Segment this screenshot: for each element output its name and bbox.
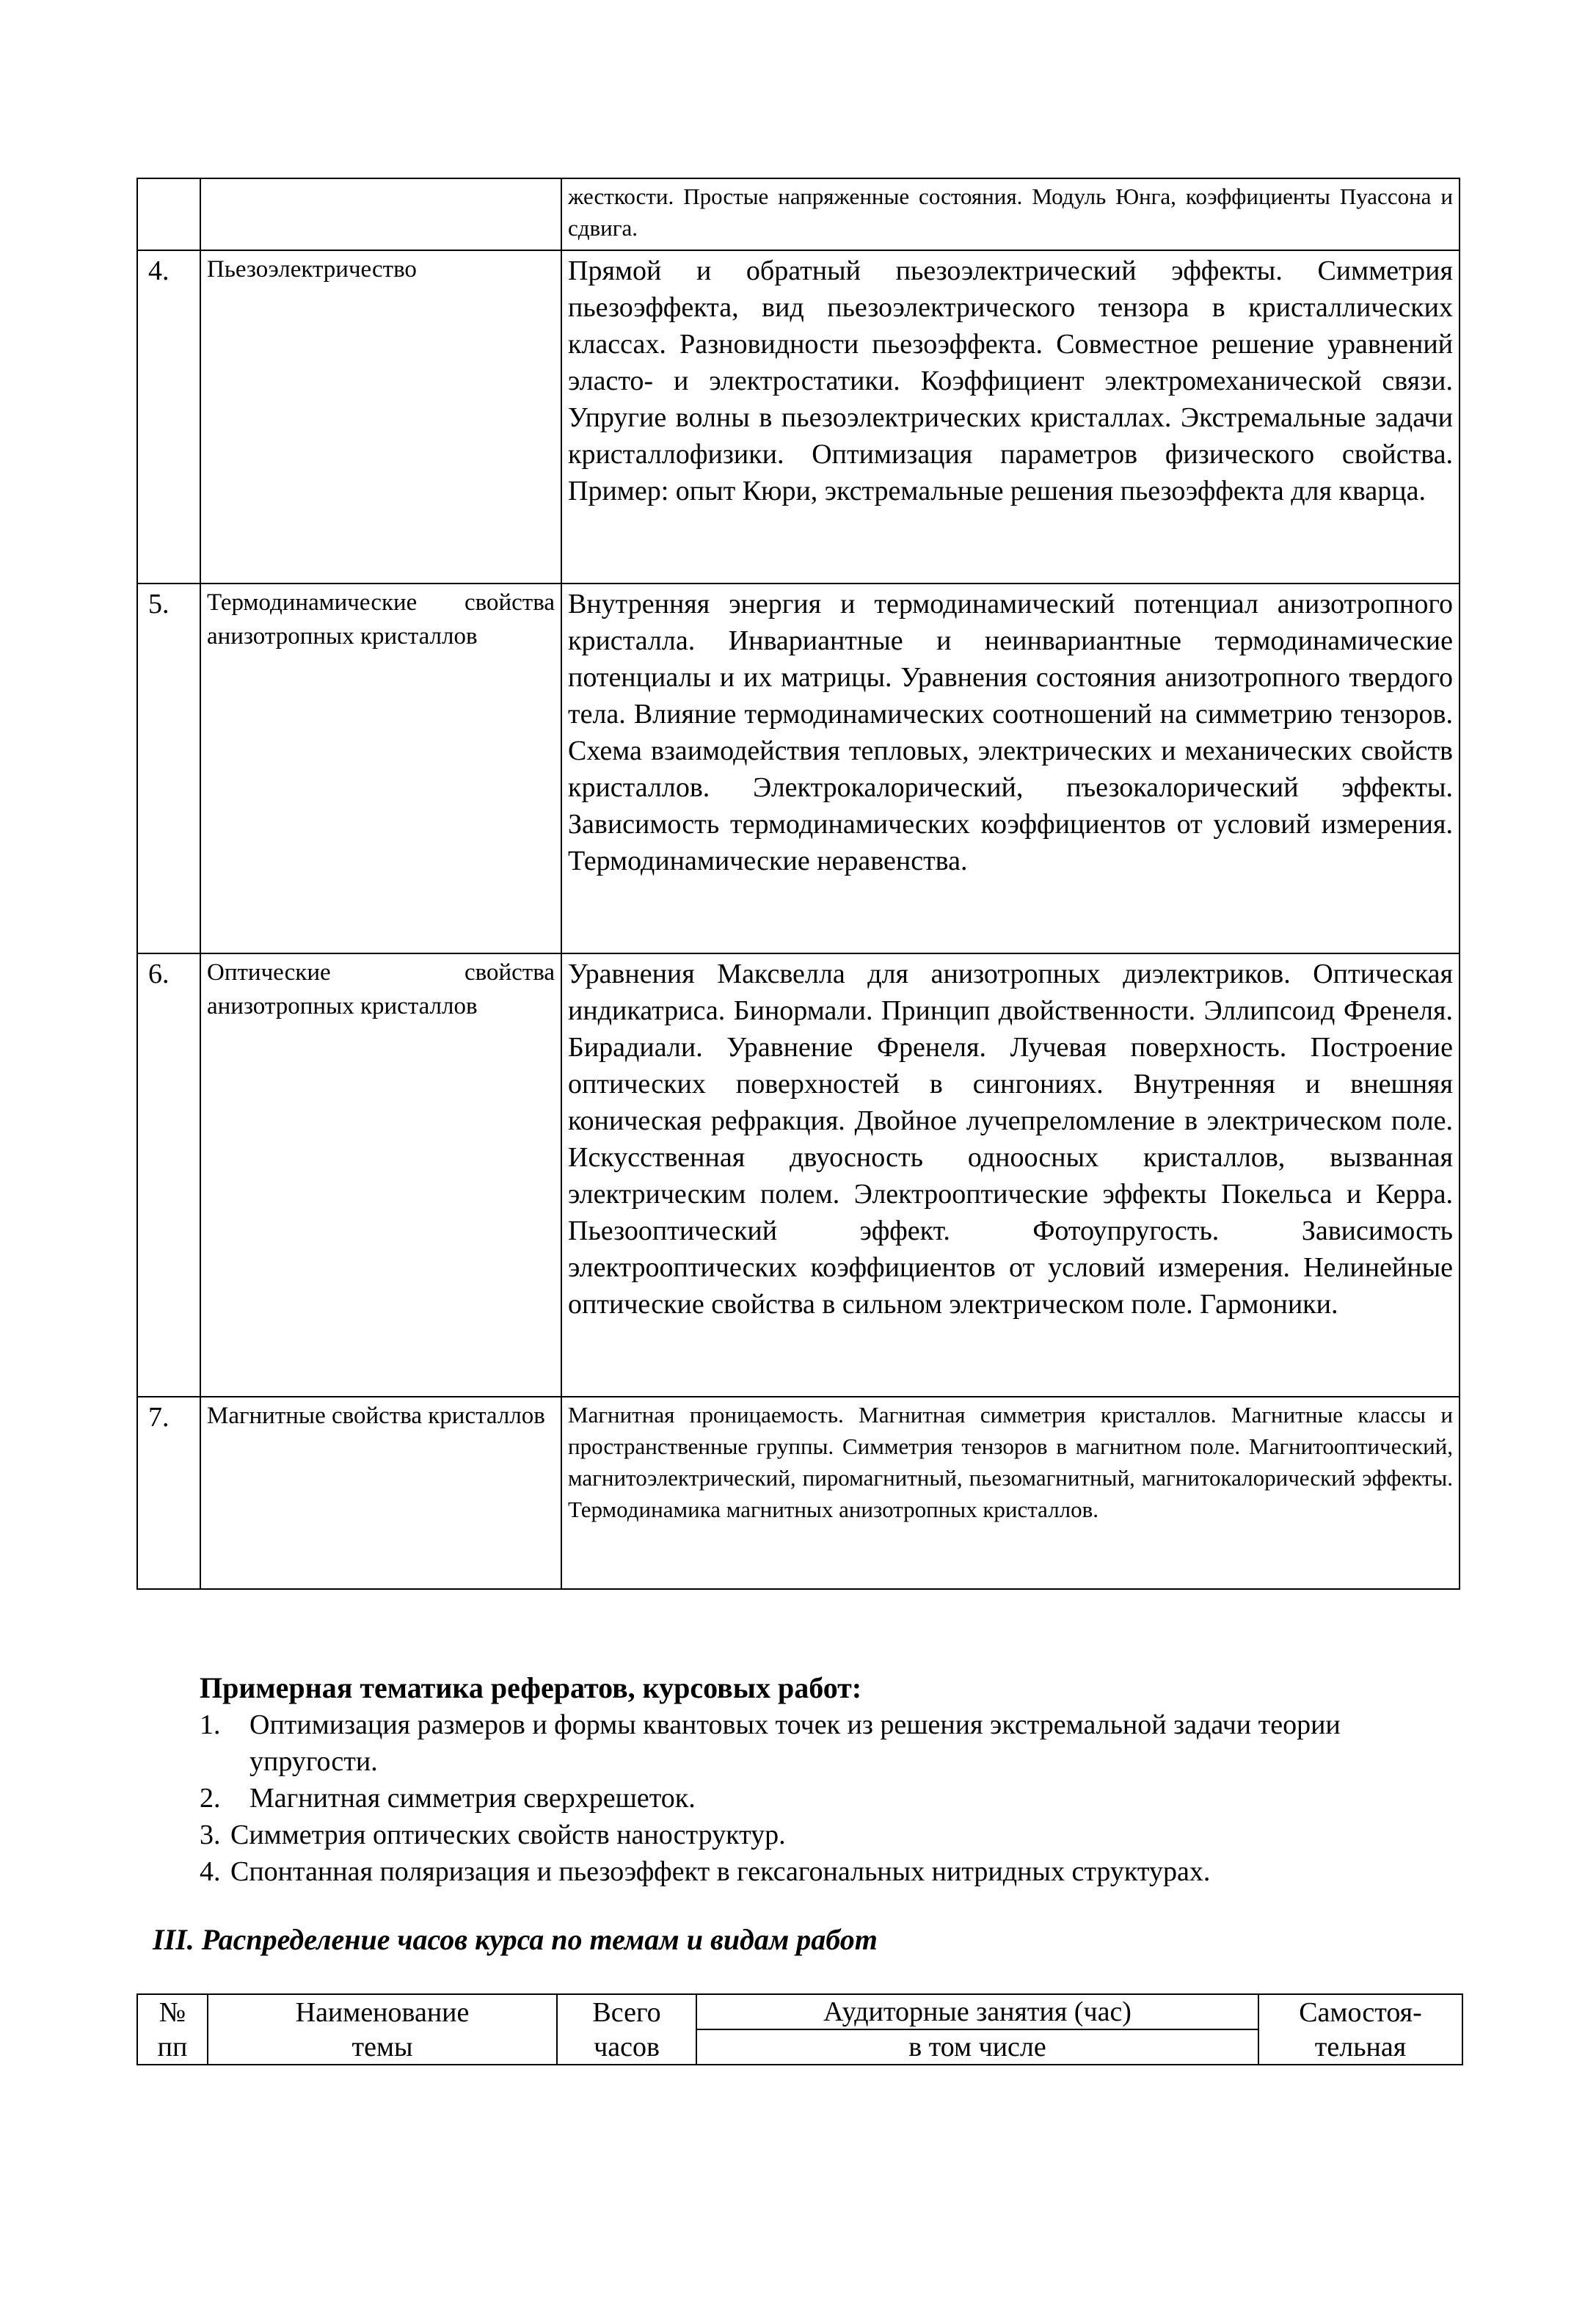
topic-name: Термодинамические свойства анизотропных кристаллов (200, 584, 561, 953)
table-row (137, 250, 1460, 584)
essay-topics-list (200, 1706, 1469, 1890)
list-item-marker: 3. (200, 1820, 221, 1850)
list-item-marker: 1. (200, 1709, 221, 1740)
row-number (137, 178, 200, 250)
topic-description: Магнитная проницаемость. Магнитная симметрия кристаллов. Магнитные классы и пространственные группы. Симметрия тензоров в магнитном поле. Магнитооптический, магнитоэлектрический, пиромагнитный, пьезомагнитный, магнитокалорический эффекты. Термодинамика магнитных анизотропных кристаллов. (561, 1397, 1460, 1589)
row-number: 7. (137, 1397, 200, 1589)
topics-table (136, 178, 1460, 1590)
table-row (137, 2029, 1462, 2065)
header-self-study-sub: тельная (1258, 2029, 1462, 2065)
row-number: 4. (137, 250, 200, 584)
topic-name: Магнитные свойства кристаллов (200, 1397, 561, 1589)
topic-description: Внутренняя энергия и термодинамический потенциал анизотропного кристалла. Инвариантные и неинвариантные термодинамические потенциалы и их матрицы. Уравнения состояния анизотропного твердого тела. Влияние термодинамических соотношений на симметрию тензоров. Схема взаимодействия тепловых, электрических и механических свойств кристаллов. Электрокалорический, пъезокалорический эффекты. Зависимость термодинамических коэффициентов от условий измерения. Термодинамические неравенства. (561, 584, 1460, 953)
row-number: 6. (137, 953, 200, 1397)
topic-description: жесткости. Простые напряженные состояния. Модуль Юнга, коэффициенты Пуассона и сдвига. (561, 178, 1460, 250)
list-item-text: Магнитная симметрия сверхрешеток. (249, 1783, 696, 1814)
list-item-marker: 2. (200, 1783, 221, 1814)
header-number: № (137, 1994, 208, 2029)
table-row (137, 953, 1460, 1397)
header-topic-name: Наименование (208, 1994, 557, 2029)
essay-topics-heading: Примерная тематика рефератов, курсовых работ: (200, 1671, 862, 1704)
table-row (137, 584, 1460, 953)
row-number: 5. (137, 584, 200, 953)
topic-description: Уравнения Максвелла для анизотропных диэлектриков. Оптическая индикатриса. Бинормали. Принцип двойственности. Эллипсоид Френеля. Бирадиали. Уравнение Френеля. Лучевая поверхность. Построение оптических поверхностей в сингониях. Внутренняя и внешняя коническая рефракция. Двойное лучепреломление в электрическом поле. Искусственная двуосность одноосных кристаллов, вызванная электрическим полем. Электрооптические эффекты Покельса и Керра. Пьезооптический эффект. Фотоупругость. Зависимость электрооптических коэффициентов от условий измерения. Нелинейные оптические свойства в сильном электрическом поле. Гармоники. (561, 953, 1460, 1397)
table-row (137, 178, 1460, 250)
header-including: в том числе (696, 2029, 1258, 2065)
list-item-text: Оптимизация размеров и формы квантовых точек из решения экстремальной задачи теории упругости. (249, 1709, 1341, 1777)
list-item-text: Симметрия оптических свойств наноструктур. (230, 1820, 786, 1850)
header-total-hours: Всего (557, 1994, 696, 2029)
list-item-marker: 4. (200, 1856, 221, 1887)
list-item (200, 1817, 1469, 1853)
topic-description: Прямой и обратный пьезоэлектрический эффекты. Симметрия пьезоэффекта, вид пьезоэлектрического тензора в кристаллических классах. Разновидности пьезоэффекта. Совместное решение уравнений эласто- и электростатики. Коэффициент электромеханической связи. Упругие волны в пьезоэлектрических кристаллах. Экстремальные задачи кристаллофизики. Оптимизация параметров физического свойства. Пример: опыт Кюри, экстремальные решения пьезоэффекта для кварца. (561, 250, 1460, 584)
list-item (200, 1780, 1469, 1817)
list-item-text: Спонтанная поляризация и пьезоэффект в гексагональных нитридных структурах. (230, 1856, 1211, 1887)
header-total-hours-sub: часов (557, 2029, 696, 2065)
table-row (137, 1994, 1462, 2029)
header-classroom-hours: Аудиторные занятия (час) (696, 1994, 1258, 2029)
hours-table (136, 1993, 1463, 2065)
header-self-study: Самостоя- (1258, 1994, 1462, 2029)
table-row (137, 1397, 1460, 1589)
topic-name: Пьезоэлектричество (200, 250, 561, 584)
part-three-heading: III. Распределение часов курса по темам и видам работ (153, 1923, 878, 1956)
topic-name: Оптические свойства анизотропных кристаллов (200, 953, 561, 1397)
header-topic-name-sub: темы (208, 2029, 557, 2065)
list-item (200, 1706, 1469, 1780)
header-number-sub: пп (137, 2029, 208, 2065)
topic-name (200, 178, 561, 250)
list-item (200, 1853, 1469, 1890)
